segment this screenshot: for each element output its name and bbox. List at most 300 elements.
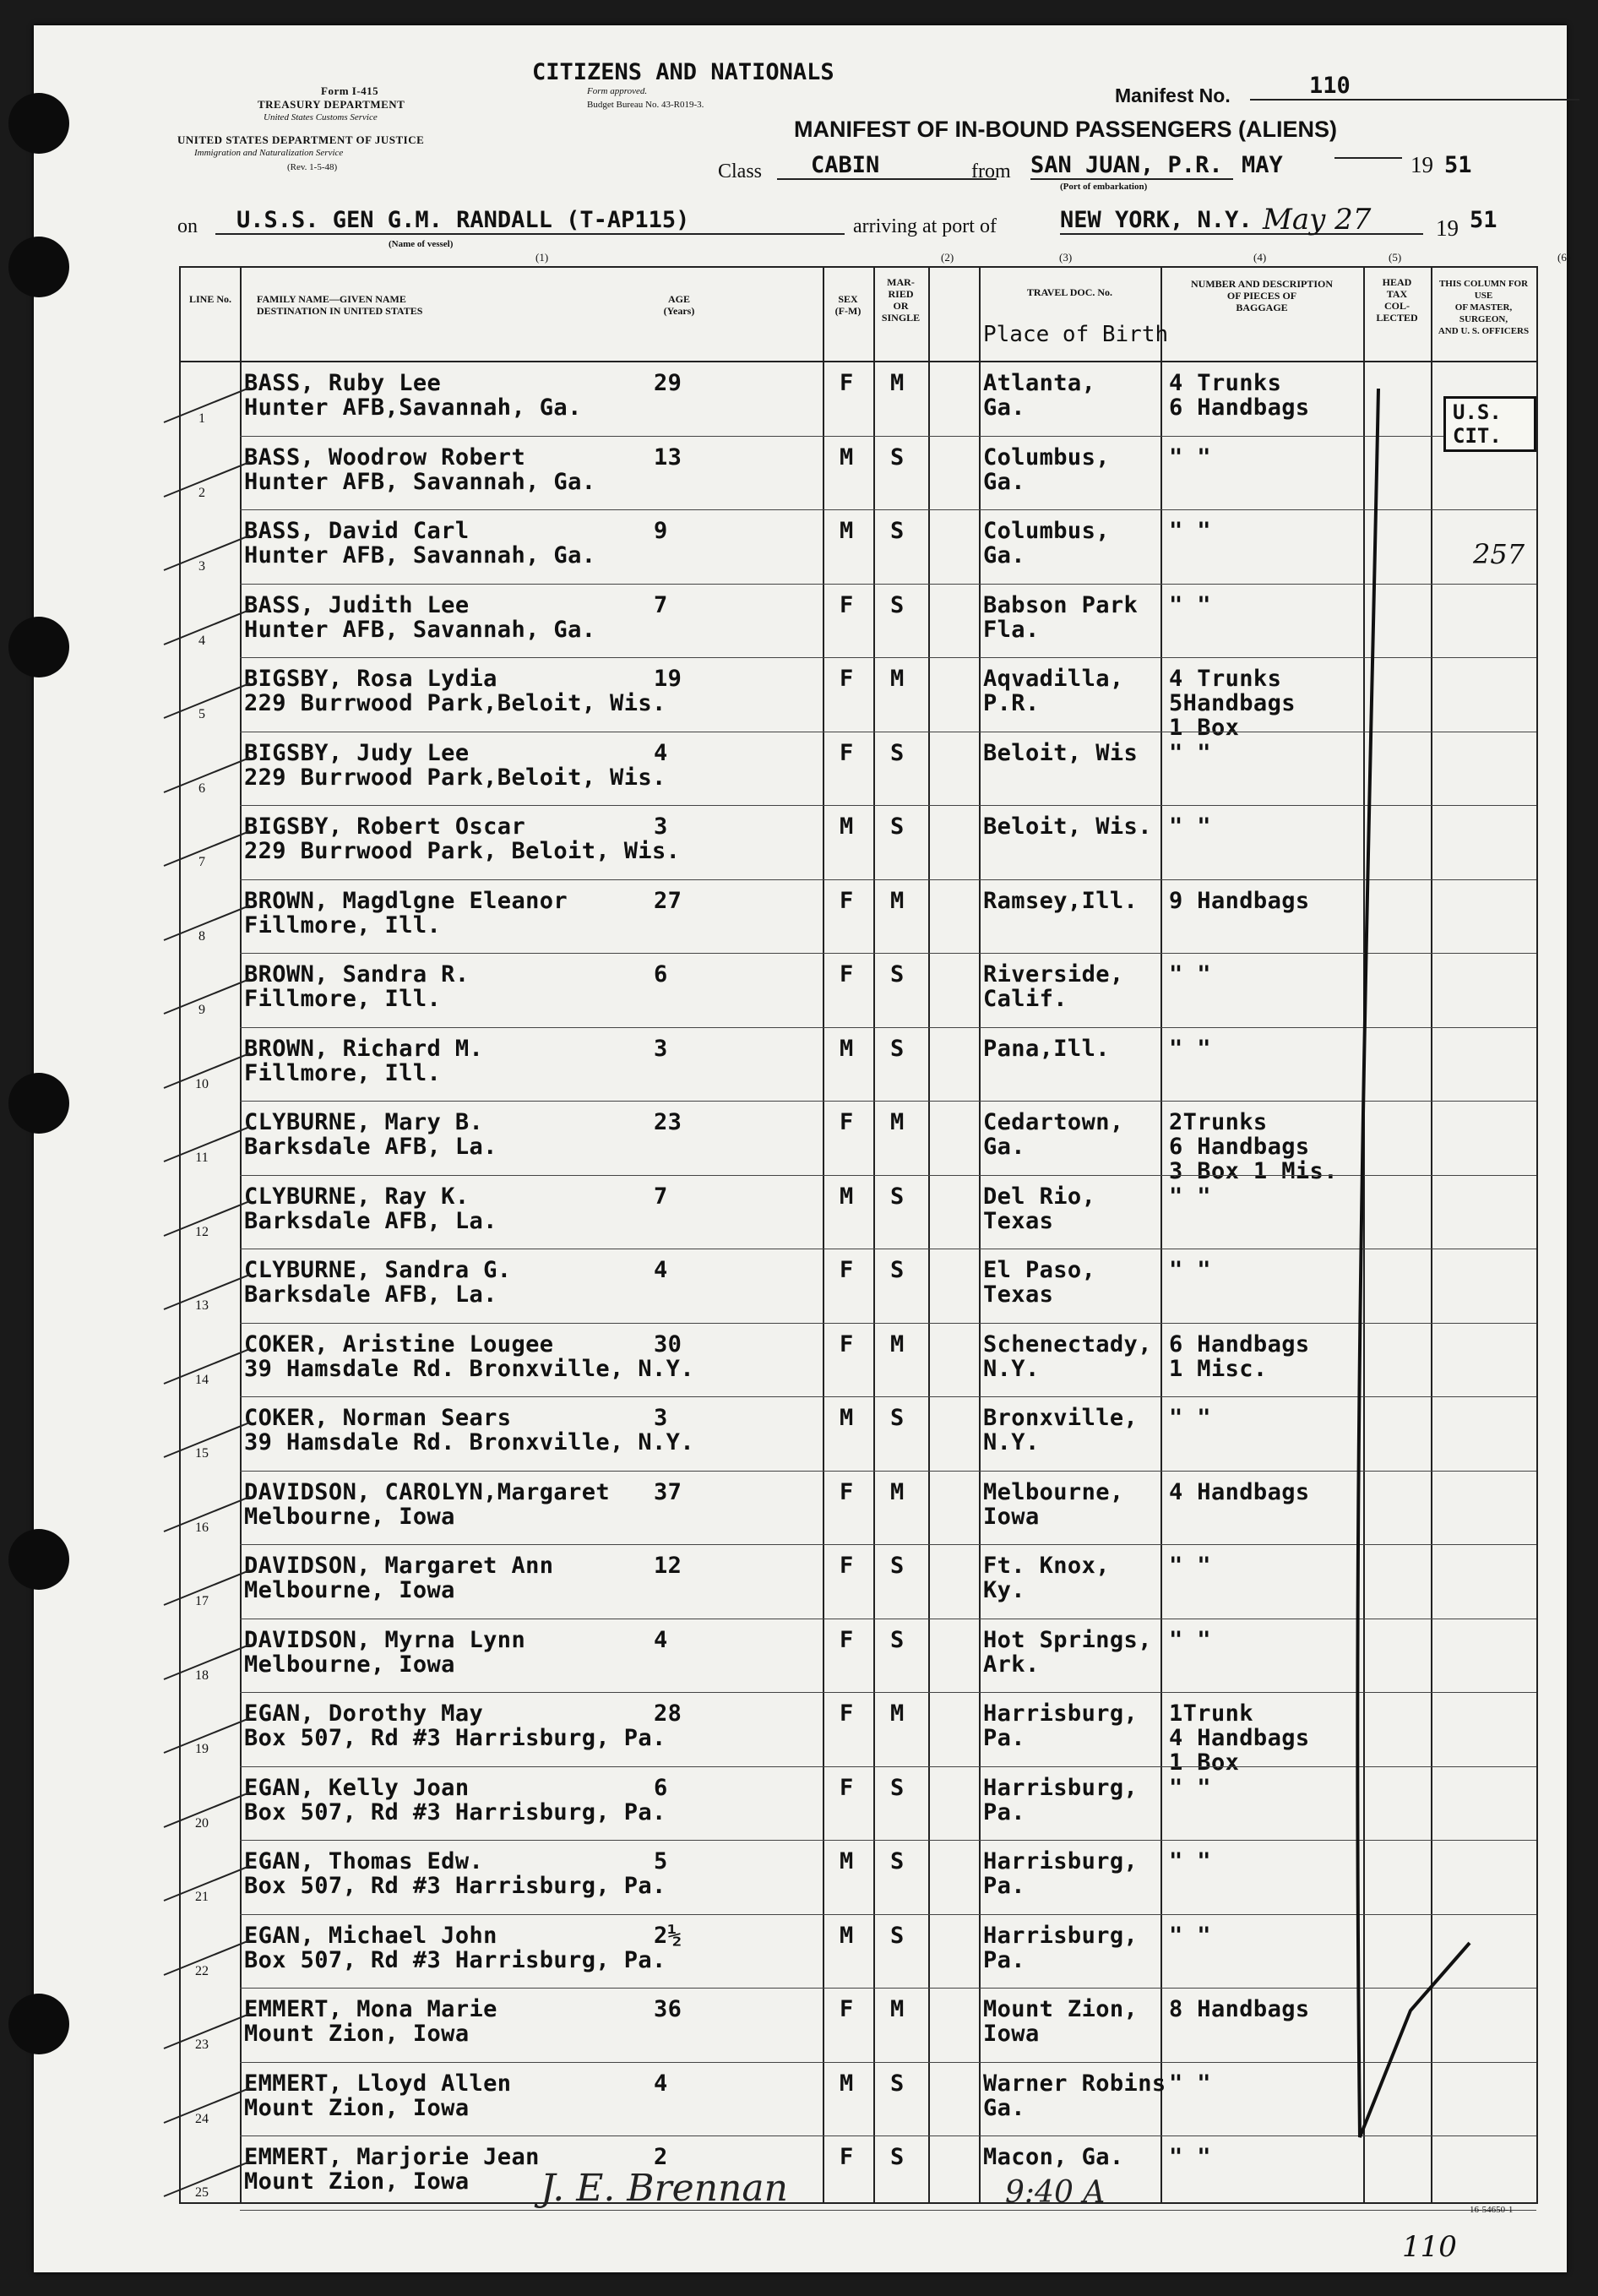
check-mark <box>1334 389 1487 2179</box>
passenger-marital-status: S <box>890 1035 905 1062</box>
manifest-sheet <box>34 25 1571 2272</box>
birth-place-state: Ky. <box>983 1577 1025 1603</box>
baggage-line-1: " " <box>1169 2144 1211 2170</box>
from-value: SAN JUAN, P.R. <box>1030 152 1233 180</box>
passenger-name: DAVIDSON, Margaret Ann <box>244 1553 554 1579</box>
table-row <box>181 437 1536 511</box>
birth-place-state: Texas <box>983 1207 1054 1234</box>
baggage-line-2: 4 Handbags <box>1169 1725 1310 1751</box>
manifest-number: 110 <box>1250 73 1579 101</box>
passenger-name: CLYBURNE, Mary B. <box>244 1109 484 1135</box>
line-number: 23 <box>195 2038 209 2052</box>
passenger-marital-status: M <box>890 887 905 914</box>
passenger-age: 9 <box>654 518 668 544</box>
vessel-caption: (Name of vessel) <box>389 239 454 249</box>
passenger-destination: Fillmore, Ill. <box>244 911 442 939</box>
passenger-age: 3 <box>654 813 668 840</box>
passenger-sex: M <box>840 2070 854 2097</box>
passenger-destination: Barksdale AFB, La. <box>244 1281 497 1308</box>
passenger-marital-status: S <box>890 739 905 766</box>
passenger-sex: F <box>840 2144 854 2170</box>
birth-place: Ramsey,Ill. <box>983 887 1139 914</box>
col-num-1: (1) <box>535 251 549 264</box>
birth-place: Schenectady, <box>983 1330 1152 1357</box>
passenger-destination: Fillmore, Ill. <box>244 986 442 1012</box>
col-num-4: (4) <box>1253 251 1267 264</box>
justice-dept: UNITED STATES DEPARTMENT OF JUSTICE <box>177 133 425 146</box>
header-travel-doc: TRAVEL DOC. No. <box>1026 286 1113 298</box>
line-number: 3 <box>198 559 205 574</box>
passenger-destination: Hunter AFB, Savannah, Ga. <box>244 468 596 495</box>
arrival-handwritten-date: May 27 <box>1263 203 1372 237</box>
table-row <box>181 585 1536 659</box>
table-row <box>181 1545 1536 1619</box>
passenger-destination: 229 Burrwood Park,Beloit, Wis. <box>244 764 666 791</box>
baggage-line-1: " " <box>1169 443 1211 471</box>
punch-hole <box>8 237 69 297</box>
passenger-age: 36 <box>654 1996 682 2022</box>
birth-place-state: Ga. <box>983 468 1025 495</box>
birth-place: Columbus, <box>983 443 1110 471</box>
passenger-name: DAVIDSON, Myrna Lynn <box>244 1626 526 1653</box>
baggage-line-1: 1Trunk <box>1169 1700 1253 1727</box>
passenger-marital-status: M <box>890 1478 905 1505</box>
passenger-age: 23 <box>654 1109 682 1135</box>
birth-place-state: Ga. <box>983 394 1025 421</box>
year-prefix: 19 <box>1410 152 1433 177</box>
passenger-marital-status: M <box>890 370 905 396</box>
birth-place-state: Calif. <box>983 986 1068 1012</box>
table-row <box>181 1767 1536 1842</box>
class-label: Class <box>718 161 763 182</box>
passenger-age: 7 <box>654 591 668 618</box>
header-name: FAMILY NAME—GIVEN NAME DESTINATION IN UNITED STATES <box>257 293 423 317</box>
baggage-line-1: " " <box>1169 1257 1211 1283</box>
baggage-line-1: " " <box>1169 1035 1211 1062</box>
line-number: 10 <box>195 1076 209 1091</box>
baggage-line-1: " " <box>1169 518 1211 544</box>
birth-place: Melbourne, <box>983 1478 1124 1505</box>
passenger-sex: F <box>840 1626 854 1653</box>
date-underline <box>1334 157 1402 159</box>
arrival-year-prefix: 19 <box>1436 215 1459 241</box>
passenger-name: CLYBURNE, Ray K. <box>244 1183 470 1210</box>
passenger-marital-status: S <box>890 961 905 987</box>
passenger-name: EMMERT, Marjorie Jean <box>244 2144 540 2170</box>
passenger-marital-status: S <box>890 2070 905 2097</box>
passenger-sex: F <box>840 370 854 396</box>
passenger-age: 12 <box>654 1553 682 1579</box>
table-row <box>181 1324 1536 1398</box>
line-number: 17 <box>195 1594 209 1608</box>
birth-place: Harrisburg, <box>983 1922 1139 1949</box>
passenger-marital-status: S <box>890 1257 905 1283</box>
line-number: 18 <box>195 1668 209 1683</box>
birth-place-state: Pa. <box>983 1873 1025 1899</box>
table-row <box>181 658 1536 741</box>
baggage-line-2: 1 Misc. <box>1169 1355 1268 1382</box>
passenger-age: 7 <box>654 1183 668 1210</box>
passenger-age: 2½ <box>654 1922 682 1949</box>
passenger-name: EMMERT, Lloyd Allen <box>244 2070 512 2097</box>
passenger-name: BASS, Woodrow Robert <box>244 443 526 471</box>
punch-hole <box>8 1073 69 1134</box>
baggage-line-1: " " <box>1169 1922 1211 1949</box>
passenger-sex: F <box>840 591 854 618</box>
table-row <box>181 1841 1536 1915</box>
passenger-destination: 39 Hamsdale Rd. Bronxville, N.Y. <box>244 1355 694 1382</box>
baggage-line-2: 6 Handbags <box>1169 1134 1310 1160</box>
passenger-sex: M <box>840 443 854 471</box>
stamp-note: 257 <box>1473 538 1525 570</box>
passenger-name: BIGSBY, Judy Lee <box>244 739 470 766</box>
table-row <box>181 732 1536 807</box>
punch-hole <box>8 1529 69 1590</box>
baggage-line-1: " " <box>1169 1553 1211 1579</box>
header-sex: SEX (F-M) <box>834 293 862 317</box>
passenger-destination: Mount Zion, Iowa <box>244 2094 470 2121</box>
passenger-sex: M <box>840 1848 854 1874</box>
birth-place: Harrisburg, <box>983 1774 1139 1801</box>
title-citizens: CITIZENS AND NATIONALS <box>532 59 834 85</box>
header-head-tax: HEAD TAX COL- LECTED <box>1376 276 1418 324</box>
row-divider <box>240 2210 1536 2211</box>
passenger-sex: F <box>840 1553 854 1579</box>
birth-place: Atlanta, <box>983 370 1096 396</box>
passenger-marital-status: S <box>890 591 905 618</box>
passenger-name: EGAN, Dorothy May <box>244 1700 484 1727</box>
table-row <box>181 1102 1536 1184</box>
line-number: 20 <box>195 1815 209 1831</box>
date-value: MAY <box>1242 152 1283 178</box>
passenger-marital-status: S <box>890 1626 905 1653</box>
passenger-marital-status: S <box>890 2144 905 2170</box>
baggage-line-1: " " <box>1169 739 1211 766</box>
birth-place-state: Texas <box>983 1281 1054 1308</box>
header-line-no: LINE No. <box>188 293 231 305</box>
passenger-name: BROWN, Sandra R. <box>244 961 470 987</box>
passenger-name: COKER, Norman Sears <box>244 1405 512 1431</box>
birth-place: Babson Park <box>983 591 1139 618</box>
treasury-dept: TREASURY DEPARTMENT <box>258 98 405 111</box>
passenger-age: 3 <box>654 1035 668 1062</box>
baggage-line-1: " " <box>1169 2070 1211 2097</box>
passenger-age: 13 <box>654 443 682 471</box>
table-row <box>181 2136 1536 2211</box>
baggage-line-1: 2Trunks <box>1169 1109 1268 1135</box>
baggage-line-1: 8 Handbags <box>1169 1996 1310 2022</box>
passenger-destination: Box 507, Rd #3 Harrisburg, Pa. <box>244 1873 666 1899</box>
baggage-line-1: 4 Trunks <box>1169 666 1282 692</box>
customs-service: United States Customs Service <box>264 112 378 122</box>
citizen-stamp: U.S. CIT. <box>1443 396 1536 452</box>
passenger-marital-status: S <box>890 1553 905 1579</box>
passenger-name: DAVIDSON, CAROLYN,Margaret <box>244 1478 611 1505</box>
passenger-sex: M <box>840 1922 854 1949</box>
birth-place: Harrisburg, <box>983 1848 1139 1874</box>
passenger-name: BROWN, Richard M. <box>244 1035 484 1062</box>
birth-place: Columbus, <box>983 518 1110 544</box>
form-number: Form I-415 <box>321 84 379 97</box>
birth-place: Ft. Knox, <box>983 1553 1110 1579</box>
vessel-name: U.S.S. GEN G.M. RANDALL (T-AP115) <box>215 207 845 235</box>
line-number: 9 <box>198 1003 205 1017</box>
passenger-sex: F <box>840 739 854 766</box>
birth-place-state: Ga. <box>983 2094 1025 2121</box>
birth-place-state: Pa. <box>983 1725 1025 1751</box>
arriving-label: arriving at port of <box>853 215 997 237</box>
col-num-3: (3) <box>1059 251 1073 264</box>
passenger-destination: 229 Burrwood Park, Beloit, Wis. <box>244 838 681 864</box>
class-value: CABIN <box>777 152 997 180</box>
passenger-marital-status: M <box>890 1109 905 1135</box>
birth-place: Beloit, Wis. <box>983 813 1152 840</box>
passenger-destination: Melbourne, Iowa <box>244 1577 455 1603</box>
passenger-age: 37 <box>654 1478 682 1505</box>
table-row <box>181 362 1536 437</box>
passenger-marital-status: M <box>890 1996 905 2022</box>
line-number: 21 <box>195 1890 209 1904</box>
passenger-sex: F <box>840 666 854 692</box>
birth-place: Del Rio, <box>983 1183 1096 1210</box>
passenger-marital-status: S <box>890 1183 905 1210</box>
baggage-line-1: 4 Handbags <box>1169 1478 1310 1505</box>
passenger-sex: F <box>840 961 854 987</box>
embark-caption: (Port of embarkation) <box>1060 182 1148 192</box>
table-row <box>181 1028 1536 1102</box>
baggage-line-1: 6 Handbags <box>1169 1330 1310 1357</box>
passenger-sex: F <box>840 1774 854 1801</box>
header-officers: THIS COLUMN FOR USE OF MASTER, SURGEON, AND U. S. OFFICERS <box>1438 279 1530 336</box>
passenger-sex: F <box>840 887 854 914</box>
table-row <box>181 510 1536 585</box>
from-label: from <box>971 161 1011 182</box>
birth-place-state: Fla. <box>983 616 1040 643</box>
arrival-year-suffix: 51 <box>1470 207 1497 233</box>
passenger-destination: 39 Hamsdale Rd. Bronxville, N.Y. <box>244 1429 694 1455</box>
baggage-line-1: 4 Trunks <box>1169 370 1282 396</box>
passenger-destination: Mount Zion, Iowa <box>244 2168 470 2195</box>
passenger-sex: M <box>840 813 854 840</box>
passenger-destination: Hunter AFB, Savannah, Ga. <box>244 542 596 569</box>
signature: J. E. Brennan <box>541 2167 788 2210</box>
birth-place: Riverside, <box>983 961 1124 987</box>
signature-time: 9:40 A <box>1005 2175 1106 2210</box>
passenger-age: 29 <box>654 370 682 396</box>
passenger-name: EGAN, Michael John <box>244 1922 497 1949</box>
line-number: 14 <box>195 1372 209 1387</box>
passenger-marital-status: S <box>890 518 905 544</box>
passenger-name: EMMERT, Mona Marie <box>244 1996 497 2022</box>
passenger-sex: M <box>840 1183 854 1210</box>
table-row <box>181 806 1536 880</box>
passenger-destination: Mount Zion, Iowa <box>244 2021 470 2047</box>
header-married: MAR- RIED OR SINGLE <box>881 276 921 324</box>
birth-place: Beloit, Wis <box>983 739 1139 766</box>
table-row <box>181 1397 1536 1472</box>
passenger-name: BROWN, Magdlgne Eleanor <box>244 887 568 914</box>
passenger-marital-status: M <box>890 1330 905 1357</box>
passenger-name: EGAN, Thomas Edw. <box>244 1848 484 1874</box>
passenger-sex: F <box>840 1109 854 1135</box>
col-num-2: (2) <box>941 251 954 264</box>
passenger-name: BIGSBY, Rosa Lydia <box>244 666 497 692</box>
birth-place: Cedartown, <box>983 1109 1124 1135</box>
passenger-destination: 229 Burrwood Park,Beloit, Wis. <box>244 690 666 716</box>
form-approved: Form approved. <box>587 86 648 96</box>
birth-place: Mount Zion, <box>983 1996 1139 2022</box>
passenger-destination: Box 507, Rd #3 Harrisburg, Pa. <box>244 1725 666 1751</box>
baggage-line-1: " " <box>1169 813 1211 840</box>
passenger-age: 6 <box>654 961 668 987</box>
line-number: 6 <box>198 781 205 796</box>
table-row <box>181 1989 1536 2063</box>
birth-place: Warner Robins <box>983 2070 1166 2097</box>
budget-bureau: Budget Bureau No. 43-R019-3. <box>587 100 704 110</box>
passenger-age: 4 <box>654 739 668 766</box>
table-row <box>181 1915 1536 1989</box>
manifest-label: Manifest No. <box>1115 84 1231 106</box>
baggage-line-1: " " <box>1169 1848 1211 1874</box>
passenger-age: 30 <box>654 1330 682 1357</box>
header-age: AGE (Years) <box>663 293 695 317</box>
passenger-destination: Box 507, Rd #3 Harrisburg, Pa. <box>244 1798 666 1825</box>
line-number: 13 <box>195 1298 209 1313</box>
baggage-line-3: 3 Box 1 Mis. <box>1169 1158 1338 1184</box>
birth-place: Hot Springs, <box>983 1626 1152 1653</box>
passenger-age: 6 <box>654 1774 668 1801</box>
table-row <box>181 1472 1536 1546</box>
birth-place-state: Ga. <box>983 1134 1025 1160</box>
passenger-destination: Fillmore, Ill. <box>244 1059 442 1086</box>
title-manifest: MANIFEST OF IN-BOUND PASSENGERS (ALIENS) <box>794 117 1338 142</box>
passenger-destination: Melbourne, Iowa <box>244 1503 455 1530</box>
table-row <box>181 2063 1536 2137</box>
baggage-line-1: " " <box>1169 1183 1211 1210</box>
passenger-sex: M <box>840 1035 854 1062</box>
birth-place-state: Iowa <box>983 1503 1040 1530</box>
table-row <box>181 880 1536 955</box>
passenger-destination: Hunter AFB,Savannah, Ga. <box>244 394 582 421</box>
passenger-sex: F <box>840 1330 854 1357</box>
passenger-sex: M <box>840 518 854 544</box>
table-row <box>181 1693 1536 1776</box>
header-place-of-birth: Place of Birth <box>983 322 1169 347</box>
passenger-marital-status: S <box>890 1922 905 1949</box>
baggage-line-1: " " <box>1169 1774 1211 1801</box>
line-number: 1 <box>198 411 205 426</box>
table-row <box>181 1176 1536 1250</box>
ins-service: Immigration and Naturalization Service <box>194 148 344 158</box>
table-row <box>181 1619 1536 1694</box>
baggage-line-1: " " <box>1169 591 1211 618</box>
birth-place: El Paso, <box>983 1257 1096 1283</box>
line-number: 11 <box>195 1151 209 1165</box>
baggage-line-1: 9 Handbags <box>1169 887 1310 914</box>
birth-place: Pana,Ill. <box>983 1035 1110 1062</box>
passenger-age: 4 <box>654 2070 668 2097</box>
line-number: 19 <box>195 1742 209 1756</box>
baggage-line-1: " " <box>1169 1405 1211 1431</box>
passenger-destination: Barksdale AFB, La. <box>244 1134 497 1160</box>
baggage-line-3: 1 Box <box>1169 715 1240 741</box>
passenger-destination: Melbourne, Iowa <box>244 1651 455 1678</box>
passenger-marital-status: S <box>890 1405 905 1431</box>
birth-place-state: N.Y. <box>983 1355 1040 1382</box>
birth-place: Bronxville, <box>983 1405 1139 1431</box>
year-suffix: 51 <box>1444 152 1472 178</box>
passenger-sex: M <box>840 1405 854 1431</box>
passenger-age: 27 <box>654 887 682 914</box>
baggage-line-3: 1 Box <box>1169 1749 1240 1776</box>
line-number: 25 <box>195 2185 209 2200</box>
passenger-marital-status: S <box>890 443 905 471</box>
passenger-sex: F <box>840 1478 854 1505</box>
col-num-5: (5) <box>1389 251 1402 264</box>
line-number: 15 <box>195 1446 209 1461</box>
passenger-sex: F <box>840 1996 854 2022</box>
punch-hole <box>8 617 69 677</box>
passenger-age: 3 <box>654 1405 668 1431</box>
arrival-port: NEW YORK, N.Y. <box>1060 207 1423 235</box>
birth-place-state: Iowa <box>983 2021 1040 2047</box>
passenger-age: 4 <box>654 1257 668 1283</box>
birth-place-state: P.R. <box>983 690 1040 716</box>
passenger-destination: Box 507, Rd #3 Harrisburg, Pa. <box>244 1946 666 1973</box>
passenger-sex: F <box>840 1700 854 1727</box>
baggage-line-1: " " <box>1169 1626 1211 1653</box>
on-label: on <box>177 215 198 237</box>
passenger-name: BIGSBY, Robert Oscar <box>244 813 526 840</box>
table-row <box>181 954 1536 1028</box>
passenger-marital-status: S <box>890 1848 905 1874</box>
passenger-marital-status: S <box>890 813 905 840</box>
col-num-6: (6) <box>1557 251 1571 264</box>
passenger-name: BASS, Ruby Lee <box>244 370 442 396</box>
line-number: 16 <box>195 1520 209 1535</box>
line-number: 7 <box>198 855 205 869</box>
baggage-line-1: " " <box>1169 961 1211 987</box>
passenger-age: 5 <box>654 1848 668 1874</box>
birth-place: Harrisburg, <box>983 1700 1139 1727</box>
passenger-name: BASS, Judith Lee <box>244 591 470 618</box>
line-number: 12 <box>195 1224 209 1239</box>
birth-place-state: Pa. <box>983 1798 1025 1825</box>
baggage-line-2: 5Handbags <box>1169 690 1296 716</box>
passenger-age: 28 <box>654 1700 682 1727</box>
birth-place-state: Pa. <box>983 1946 1025 1973</box>
line-number: 5 <box>198 707 205 721</box>
line-number: 4 <box>198 633 205 648</box>
passenger-age: 4 <box>654 1626 668 1653</box>
form-revision: (Rev. 1-5-48) <box>287 162 338 172</box>
page-number-handwritten: 110 <box>1402 2230 1457 2264</box>
footer-code: 16-54650-1 <box>1470 2205 1514 2215</box>
table-row <box>181 1249 1536 1324</box>
passenger-marital-status: M <box>890 666 905 692</box>
birth-place-state: Ga. <box>983 542 1025 569</box>
passenger-age: 19 <box>654 666 682 692</box>
line-number: 22 <box>195 1963 209 1978</box>
line-number: 8 <box>198 928 205 944</box>
passenger-name: EGAN, Kelly Joan <box>244 1774 470 1801</box>
passenger-age: 2 <box>654 2144 668 2170</box>
birth-place-state: Ark. <box>983 1651 1040 1678</box>
passenger-marital-status: S <box>890 1774 905 1801</box>
header-baggage: NUMBER AND DESCRIPTION OF PIECES OF BAGGAGE <box>1190 278 1334 313</box>
passenger-destination: Hunter AFB, Savannah, Ga. <box>244 616 596 643</box>
baggage-line-2: 6 Handbags <box>1169 394 1310 421</box>
